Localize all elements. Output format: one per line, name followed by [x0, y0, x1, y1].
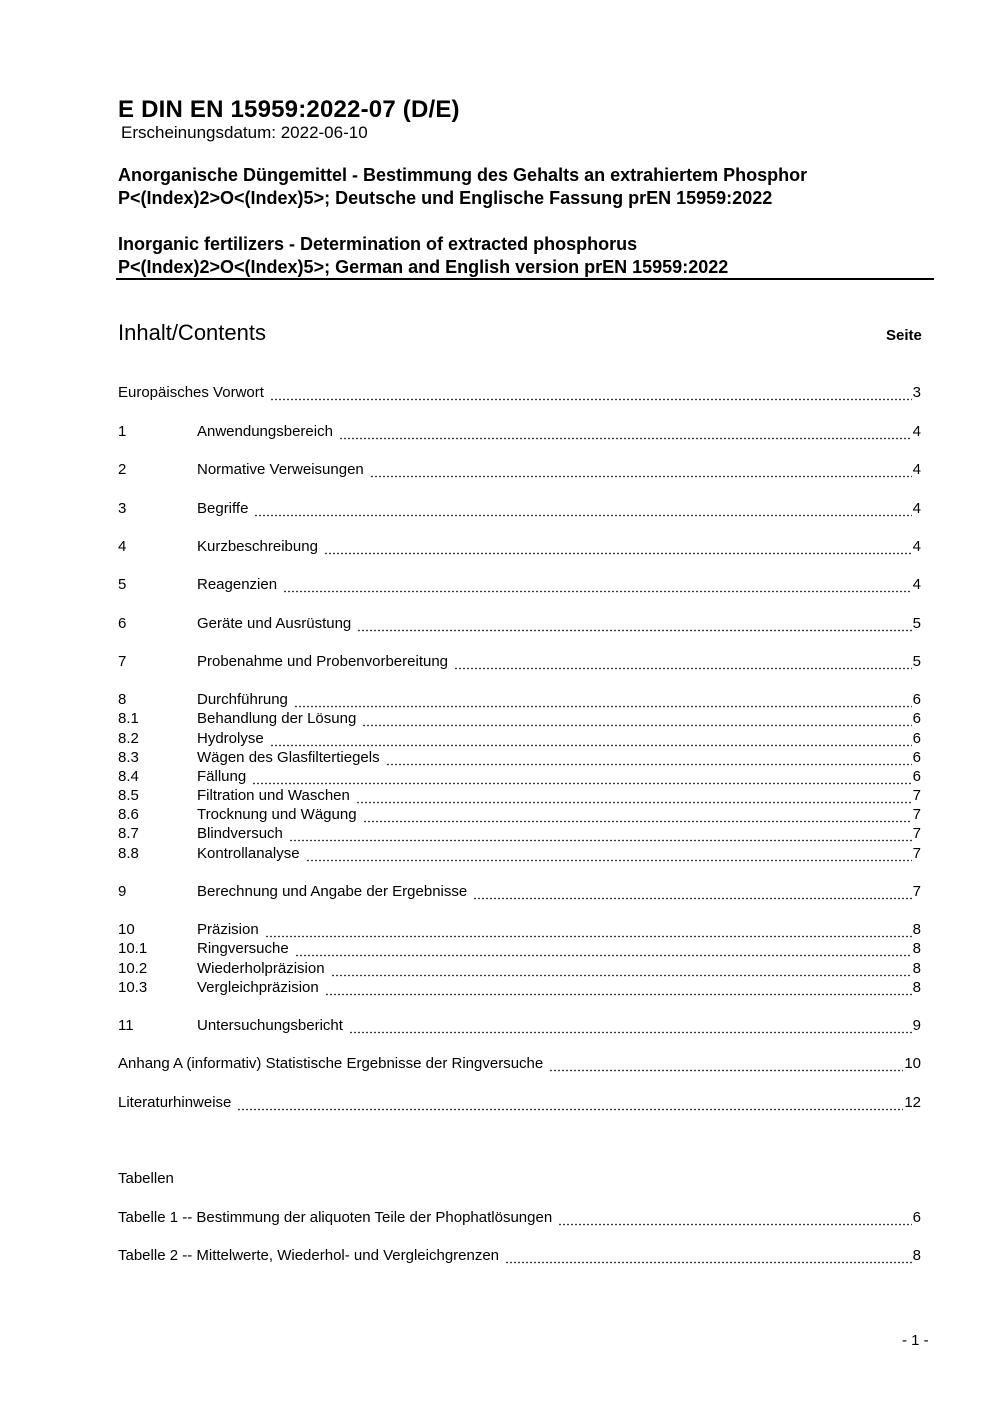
toc-entry-page: 6	[912, 730, 921, 747]
dot-leader	[289, 827, 912, 842]
toc-entry-page: 4	[912, 500, 921, 517]
toc-entry[interactable]	[118, 461, 921, 480]
dot-leader	[349, 1019, 912, 1034]
toc-entry-page: 4	[912, 423, 921, 440]
toc-entry-page: 6	[912, 691, 921, 708]
toc-entry[interactable]	[118, 691, 921, 710]
dot-leader	[294, 693, 912, 708]
dot-leader	[331, 962, 912, 977]
dot-leader	[295, 942, 912, 957]
toc-entry[interactable]	[118, 960, 921, 979]
toc-entry-number: 5	[118, 576, 127, 593]
toc-entry-number: 10.3	[118, 979, 148, 996]
toc-entry[interactable]	[118, 845, 921, 864]
toc-entry-number: 9	[118, 883, 127, 900]
toc-entry-number: 3	[118, 500, 127, 517]
tables-heading: Tabellen	[118, 1170, 174, 1187]
toc-entry-page: 7	[912, 806, 921, 823]
toc-entry-number: 8.7	[118, 825, 139, 842]
toc-entry-label: Wägen des Glasfiltertiegels	[197, 749, 380, 766]
toc-entry-number: 8.8	[118, 845, 139, 862]
dot-leader	[270, 732, 912, 747]
toc-entry[interactable]	[118, 825, 921, 844]
table-entry[interactable]	[118, 1209, 921, 1228]
toc-entry-page: 7	[912, 845, 921, 862]
toc-entry[interactable]	[118, 921, 921, 940]
toc-entry-number: 8.4	[118, 768, 139, 785]
toc-entry-page: 9	[912, 1017, 921, 1034]
dot-leader	[254, 502, 911, 517]
toc-entry[interactable]	[118, 1055, 921, 1074]
toc-entry-page: 8	[912, 940, 921, 957]
toc-entry-label: Ringversuche	[197, 940, 289, 957]
toc-entry[interactable]	[118, 384, 921, 403]
toc-entry[interactable]	[118, 749, 921, 768]
toc-entry[interactable]	[118, 423, 921, 442]
toc-entry-number: 10.2	[118, 960, 148, 977]
toc-entry-page: 6	[912, 749, 921, 766]
toc-entry-label: Anhang A (informativ) Statistische Ergebnisse der Ringversuche	[118, 1055, 544, 1072]
toc-entry-page: 7	[912, 825, 921, 842]
dot-leader	[252, 770, 911, 785]
toc-entry-label: Kurzbeschreibung	[197, 538, 318, 555]
toc-entry[interactable]	[118, 883, 921, 902]
dot-leader	[356, 789, 912, 804]
toc-entry[interactable]	[118, 710, 921, 729]
toc-entry-number: 8.6	[118, 806, 139, 823]
dot-leader	[362, 712, 911, 727]
dot-leader	[339, 425, 912, 440]
toc-entry-number: 8.3	[118, 749, 139, 766]
toc-entry-number: 10.1	[118, 940, 148, 957]
toc-entry[interactable]	[118, 979, 921, 998]
title-german-line1: Anorganische Düngemittel - Bestimmung des Gehalts an extrahiertem Phosphor	[118, 165, 808, 185]
toc-entry-label: Präzision	[197, 921, 259, 938]
toc-entry-page: 4	[912, 538, 921, 555]
toc-entry-page: 3	[912, 384, 921, 401]
toc-entry-label: Untersuchungsbericht	[197, 1017, 343, 1034]
toc-entry-label: Europäisches Vorwort	[118, 384, 264, 401]
table-entry[interactable]	[118, 1247, 921, 1266]
toc-entry-label: Berechnung und Angabe der Ergebnisse	[197, 883, 468, 900]
dot-leader	[357, 617, 911, 632]
dot-leader	[386, 751, 912, 766]
toc-entry-page: 8	[912, 979, 921, 996]
toc-entry-label: Probenahme und Probenvorbereitung	[197, 653, 449, 670]
toc-entry[interactable]	[118, 806, 921, 825]
dot-leader	[306, 847, 912, 862]
toc-entry-number: 6	[118, 615, 127, 632]
toc-entry-page: 4	[912, 576, 921, 593]
toc-entry[interactable]	[118, 653, 921, 672]
dot-leader	[265, 923, 912, 938]
table-entry-label: Tabelle 2 -- Mittelwerte, Wiederhol- und Vergleichgrenzen	[118, 1247, 500, 1264]
dot-leader	[454, 655, 912, 670]
table-entry-page: 8	[912, 1247, 921, 1264]
toc-entry[interactable]	[118, 730, 921, 749]
toc-entry-page: 10	[904, 1055, 921, 1072]
toc-entry[interactable]	[118, 1094, 921, 1113]
toc-entry-page: 7	[912, 787, 921, 804]
dot-leader	[363, 808, 912, 823]
toc-entry-page: 6	[912, 768, 921, 785]
toc-entry-label: Normative Verweisungen	[197, 461, 364, 478]
toc-entry-label: Trocknung und Wägung	[197, 806, 357, 823]
toc-entry-page: 7	[912, 883, 921, 900]
dot-leader	[370, 463, 912, 478]
toc-entry-number: 4	[118, 538, 127, 555]
toc-entry-number: 7	[118, 653, 127, 670]
toc-entry[interactable]	[118, 615, 921, 634]
toc-entry[interactable]	[118, 576, 921, 595]
toc-entry-number: 10	[118, 921, 135, 938]
toc-entry-number: 11	[118, 1017, 134, 1034]
contents-heading: Inhalt/Contents	[118, 320, 266, 345]
toc-entry-label: Geräte und Ausrüstung	[197, 615, 352, 632]
toc-entry[interactable]	[118, 940, 921, 959]
toc-entry[interactable]	[118, 768, 921, 787]
title-german	[118, 164, 807, 210]
page-column-label: Seite	[886, 327, 922, 344]
toc-entry-label: Fällung	[197, 768, 247, 785]
toc-entry-number: 1	[118, 423, 127, 440]
toc-entry-page: 4	[912, 461, 921, 478]
toc-entry-number: 8	[118, 691, 127, 708]
toc-entry-label: Literaturhinweise	[118, 1094, 232, 1111]
toc-entry-label: Anwendungsbereich	[197, 423, 333, 440]
toc-entry-page: 6	[912, 710, 921, 727]
toc-entry-label: Filtration und Waschen	[197, 787, 350, 804]
toc-entry[interactable]	[118, 500, 921, 519]
dot-leader	[270, 386, 912, 401]
dot-leader	[324, 540, 912, 555]
toc-entry-page: 8	[912, 960, 921, 977]
toc-entry-label: Reagenzien	[197, 576, 278, 593]
toc-entry-page: 5	[912, 615, 921, 632]
toc-entry-label: Hydrolyse	[197, 730, 264, 747]
dot-leader	[505, 1249, 912, 1264]
page-number: - 1 -	[902, 1332, 929, 1349]
toc-entry-label: Durchführung	[197, 691, 288, 708]
toc-entry-page: 5	[912, 653, 921, 670]
toc-entry-page: 12	[904, 1094, 921, 1111]
dot-leader	[473, 885, 911, 900]
standard-number: E DIN EN 15959:2022-07 (D/E)	[118, 96, 460, 123]
table-entry-page: 6	[912, 1209, 921, 1226]
toc-entry[interactable]	[118, 1017, 921, 1036]
toc-entry-label: Begriffe	[197, 500, 249, 517]
title-english-line1: Inorganic fertilizers - Determination of extracted phosphorus	[118, 234, 638, 254]
toc-entry-number: 8.2	[118, 730, 139, 747]
dot-leader	[237, 1096, 903, 1111]
toc-entry-number: 8.5	[118, 787, 139, 804]
dot-leader	[283, 578, 912, 593]
toc-entry-number: 2	[118, 461, 127, 478]
toc-entry-label: Blindversuch	[197, 825, 283, 842]
toc-entry-label: Kontrollanalyse	[197, 845, 300, 862]
toc-entry-number: 8.1	[118, 710, 139, 727]
dot-leader	[325, 981, 912, 996]
title-english-line2: P<(Index)2>O<(Index)5>; German and English version prEN 15959:2022	[118, 257, 729, 277]
toc-entry-page: 8	[912, 921, 921, 938]
title-divider	[116, 278, 934, 280]
toc-entry-label: Vergleichpräzision	[197, 979, 319, 996]
dot-leader	[558, 1211, 911, 1226]
table-entry-label: Tabelle 1 -- Bestimmung der aliquoten Teile der Phophatlösungen	[118, 1209, 553, 1226]
toc-entry[interactable]	[118, 538, 921, 557]
dot-leader	[549, 1057, 903, 1072]
toc-entry-label: Wiederholpräzision	[197, 960, 325, 977]
publication-date: Erscheinungsdatum: 2022-06-10	[121, 123, 368, 142]
toc-entry-label: Behandlung der Lösung	[197, 710, 357, 727]
toc-entry[interactable]	[118, 787, 921, 806]
title-english	[118, 233, 728, 279]
title-german-line2: P<(Index)2>O<(Index)5>; Deutsche und Englische Fassung prEN 15959:2022	[118, 188, 773, 208]
